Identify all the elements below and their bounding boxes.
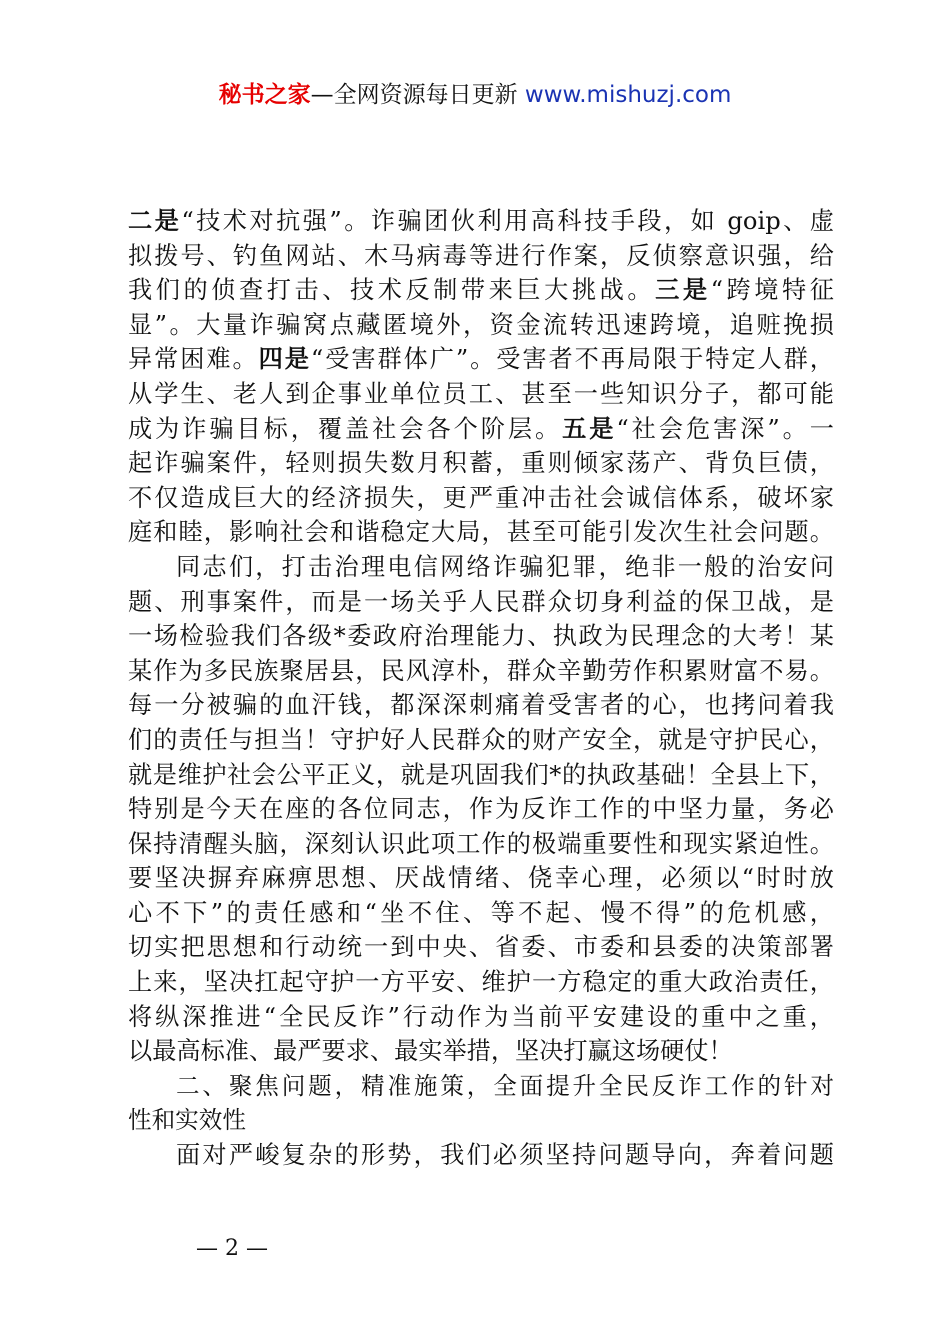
- text-line: 以最高标准、最严要求、最实举措，坚决打赢这场硬仗！: [128, 1037, 733, 1066]
- page-number: — 2 —: [196, 1236, 268, 1261]
- text-line: 拟拨号、钓鱼网站、木马病毒等进行作案，反侦察意识强，给: [128, 241, 834, 270]
- text-span: “受害群体广”。受害者不再局限于特定人群，: [310, 345, 834, 374]
- document-body: [128, 204, 834, 1173]
- text-line: 特别是今天在座的各位同志，作为反诈工作的中坚力量，务必: [128, 795, 834, 824]
- paragraph-fraud-characteristics: [128, 204, 834, 550]
- text-line: 庭和睦，影响社会和谐稳定大局，甚至可能引发次生社会问题。: [128, 518, 834, 547]
- bold-label: 三是: [655, 275, 711, 305]
- text-line: 切实把思想和行动统一到中央、省委、市委和县委的决策部署: [128, 933, 834, 962]
- text-span: 成为诈骗目标，覆盖社会各个阶层。: [128, 414, 563, 443]
- site-header: [0, 78, 950, 112]
- section-heading: [128, 1069, 834, 1138]
- text-line: 心不下”的责任感和“坐不住、等不起、慢不得”的危机感，: [128, 898, 834, 927]
- text-line: 某作为多民族聚居县，民风淳朴，群众辛勤劳作积累财富不易。: [128, 656, 834, 685]
- bold-label: 二是: [128, 206, 182, 235]
- text-line: 同志们，打击治理电信网络诈骗犯罪，绝非一般的治安问: [176, 552, 834, 581]
- text-span: 我们的侦查打击、技术反制带来巨大挑战。: [128, 276, 656, 305]
- text-line: 就是维护社会公平正义，就是巩固我们*的执政基础！全县上下，: [128, 760, 834, 789]
- text-line: 二、聚焦问题，精准施策，全面提升全民反诈工作的针对: [176, 1071, 834, 1100]
- bold-label: 五是: [562, 413, 617, 443]
- text-line: 从学生、老人到企事业单位员工、甚至一些知识分子，都可能: [128, 379, 834, 408]
- bold-label: 四是: [258, 344, 311, 374]
- text-span: “社会危害深”。一: [616, 414, 834, 443]
- text-line: 将纵深推进“全民反诈”行动作为当前平安建设的重中之重，: [128, 1002, 834, 1031]
- site-url: www.mishuzj.com: [524, 82, 732, 108]
- text-line: [128, 342, 834, 377]
- site-tagline: —全网资源每日更新: [310, 82, 518, 108]
- text-span: 异常困难。: [128, 345, 259, 374]
- paragraph-problem-oriented: [128, 1138, 834, 1173]
- text-line: 每一分被骗的血汗钱，都深深刺痛着受害者的心，也拷问着我: [128, 691, 834, 720]
- text-line: 题、刑事案件，而是一场关乎人民群众切身利益的保卫战，是: [128, 587, 834, 616]
- text-line: 保持清醒头脑，深刻认识此项工作的极端重要性和现实紧迫性。: [128, 829, 834, 858]
- paragraph-comrades: [128, 550, 834, 1069]
- text-line: 们的责任与担当！守护好人民群众的财产安全，就是守护民心，: [128, 725, 834, 754]
- text-line: 要坚决摒弃麻痹思想、厌战情绪、侥幸心理，必须以“时时放: [128, 864, 834, 893]
- text-span: “跨境特征: [710, 276, 834, 305]
- text-line: 一场检验我们各级*委政府治理能力、执政为民理念的大考！某: [128, 622, 834, 651]
- text-line: 显”。大量诈骗窝点藏匿境外，资金流转迅速跨境，追赃挽损: [128, 310, 834, 339]
- text-span: “技术对抗强”。诈骗团伙利用高科技手段，如 goip、虚: [181, 207, 834, 235]
- text-line: 面对严峻复杂的形势，我们必须坚持问题导向，奔着问题: [176, 1141, 834, 1170]
- text-line: 性和实效性: [128, 1106, 246, 1135]
- text-line: 不仅造成巨大的经济损失，更严重冲击社会诚信体系，破坏家: [128, 483, 834, 512]
- text-line: [128, 273, 834, 308]
- site-brand: 秘书之家: [218, 82, 311, 108]
- text-line: 起诈骗案件，轻则损失数月积蓄，重则倾家荡产、背负巨债，: [128, 449, 834, 478]
- text-line: [128, 412, 834, 447]
- text-line: 上来，坚决扛起守护一方平安、维护一方稳定的重大政治责任，: [128, 968, 834, 997]
- text-line: [128, 204, 834, 239]
